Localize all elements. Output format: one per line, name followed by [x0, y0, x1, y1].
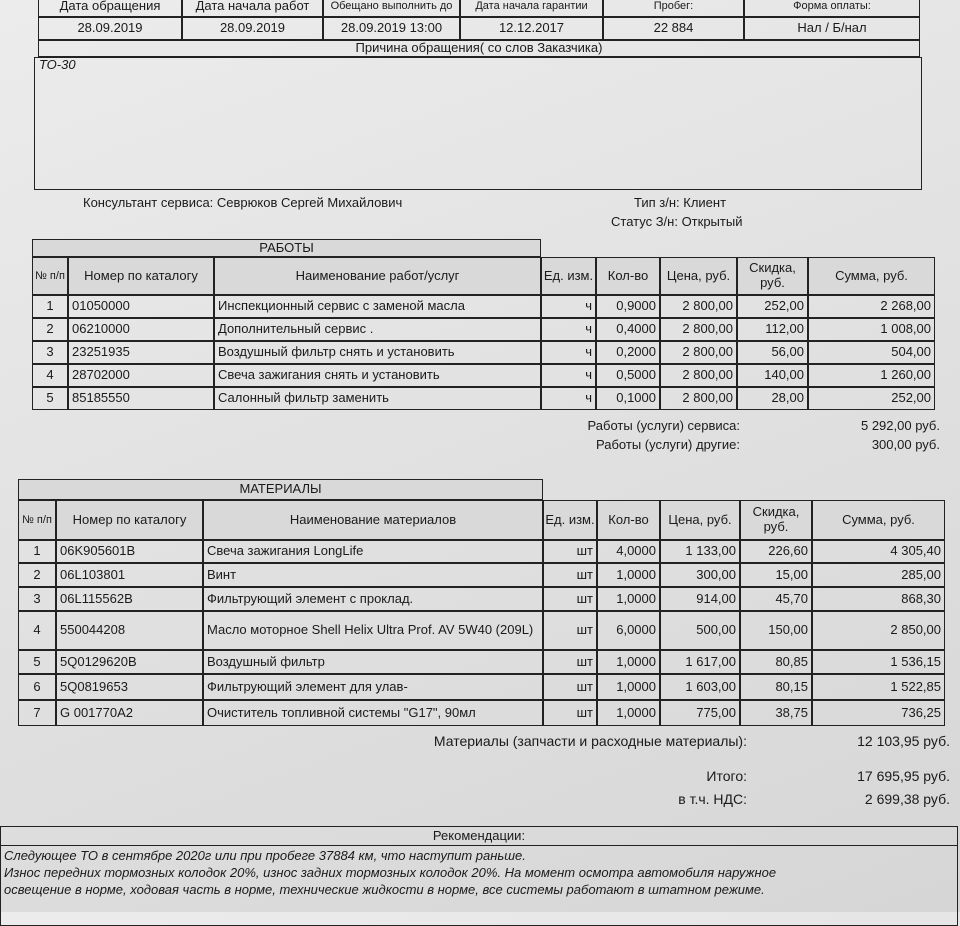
- table-cell: Очиститель топливной системы "G17", 90мл: [203, 700, 543, 726]
- total-value: 2 699,38 руб.: [864, 791, 950, 807]
- table-cell: 4: [32, 364, 68, 387]
- column-header: Наименование работ/услуг: [214, 257, 541, 295]
- table-cell: 1,0000: [597, 587, 660, 611]
- table-cell: Фильтрующий элемент для улав-: [203, 674, 543, 700]
- table-cell: 1 260,00: [808, 364, 935, 387]
- table-cell: 0,9000: [596, 295, 660, 318]
- table-cell: 285,00: [812, 563, 945, 587]
- table-cell: 06L115562B: [56, 587, 203, 611]
- table-cell: 2: [18, 563, 56, 587]
- table-cell: 1 536,15: [812, 650, 945, 674]
- table-cell: 2 800,00: [660, 295, 737, 318]
- table-cell: 775,00: [660, 700, 740, 726]
- table-cell: Фильтрующий элемент с проклад.: [203, 587, 543, 611]
- column-header: Номер по каталогу: [68, 257, 214, 295]
- table-cell: 140,00: [737, 364, 808, 387]
- header-label: Дата начала гарантии: [460, 0, 603, 17]
- table-cell: 4,0000: [597, 540, 660, 563]
- table-cell: ч: [541, 341, 596, 364]
- table-title: РАБОТЫ: [32, 239, 541, 257]
- table-cell: 5Q0819653: [56, 674, 203, 700]
- table-cell: 1: [32, 295, 68, 318]
- recommendation-line: освещение в норме, ходовая часть в норме, технические жидкости в норме, все системы работают в штатном режиме.: [4, 882, 765, 897]
- header-label: Пробег:: [603, 0, 744, 17]
- table-cell: шт: [543, 587, 597, 611]
- table-cell: 5Q0129620B: [56, 650, 203, 674]
- table-cell: 1,0000: [597, 650, 660, 674]
- header-value: Нал / Б/нал: [744, 17, 920, 40]
- table-cell: шт: [543, 700, 597, 726]
- subtotal-label: Работы (услуги) другие:: [596, 437, 740, 452]
- table-cell: 252,00: [737, 295, 808, 318]
- column-header: Сумма, руб.: [808, 257, 935, 295]
- table-cell: 300,00: [660, 563, 740, 587]
- column-header: Цена, руб.: [660, 257, 737, 295]
- total-value: 17 695,95 руб.: [857, 768, 950, 784]
- header-label: Форма оплаты:: [744, 0, 920, 17]
- table-cell: 28,00: [737, 387, 808, 410]
- column-header: Ед. изм.: [543, 500, 597, 540]
- total-label: Материалы (запчасти и расходные материалы):: [433, 733, 747, 749]
- subtotal-value: 300,00 руб.: [871, 437, 940, 452]
- column-header: Цена, руб.: [660, 500, 740, 540]
- table-cell: 252,00: [808, 387, 935, 410]
- table-cell: 2 800,00: [660, 341, 737, 364]
- table-cell: 2 800,00: [660, 364, 737, 387]
- table-cell: 2: [32, 318, 68, 341]
- table-cell: 1 008,00: [808, 318, 935, 341]
- table-cell: 504,00: [808, 341, 935, 364]
- table-cell: 5: [32, 387, 68, 410]
- header-value: 12.12.2017: [460, 17, 603, 40]
- header-value: 28.09.2019: [38, 17, 182, 40]
- table-cell: Винт: [203, 563, 543, 587]
- table-cell: 112,00: [737, 318, 808, 341]
- table-cell: 6,0000: [597, 611, 660, 650]
- reason-box: [34, 57, 922, 190]
- table-cell: Свеча зажигания снять и установить: [214, 364, 541, 387]
- table-cell: ч: [541, 387, 596, 410]
- column-header: Скидка, руб.: [740, 500, 812, 540]
- table-cell: 6: [18, 674, 56, 700]
- table-cell: 1 522,85: [812, 674, 945, 700]
- column-header: Ед. изм.: [541, 257, 596, 295]
- table-cell: 1,0000: [597, 700, 660, 726]
- column-header: Наименование материалов: [203, 500, 543, 540]
- header-value: 22 884: [603, 17, 744, 40]
- table-cell: 1: [18, 540, 56, 563]
- header-label: Обещано выполнить до: [323, 0, 460, 17]
- table-cell: 2 850,00: [812, 611, 945, 650]
- table-cell: 2 800,00: [660, 318, 737, 341]
- table-cell: 2 800,00: [660, 387, 737, 410]
- table-cell: 736,25: [812, 700, 945, 726]
- table-cell: Масло моторное Shell Helix Ultra Prof. AV 5W40 (209L): [203, 611, 543, 650]
- table-cell: 500,00: [660, 611, 740, 650]
- subtotal-value: 5 292,00 руб.: [860, 418, 940, 433]
- table-cell: 15,00: [740, 563, 812, 587]
- table-cell: 0,1000: [596, 387, 660, 410]
- header-label: Дата начала работ: [182, 0, 323, 17]
- column-header: Кол-во: [597, 500, 660, 540]
- order-type: Тип з/н: Клиент: [634, 195, 727, 210]
- table-cell: Инспекционный сервис с заменой масла: [214, 295, 541, 318]
- table-cell: 01050000: [68, 295, 214, 318]
- table-cell: 5: [18, 650, 56, 674]
- table-cell: шт: [543, 674, 597, 700]
- column-header: Кол-во: [596, 257, 660, 295]
- total-label: в т.ч. НДС:: [678, 791, 747, 807]
- column-header: Скидка, руб.: [737, 257, 808, 295]
- header-value: 28.09.2019: [182, 17, 323, 40]
- total-label: Итого:: [706, 768, 747, 784]
- table-cell: 28702000: [68, 364, 214, 387]
- column-header: Сумма, руб.: [812, 500, 945, 540]
- table-cell: 1 603,00: [660, 674, 740, 700]
- table-cell: Салонный фильтр заменить: [214, 387, 541, 410]
- table-cell: 4 305,40: [812, 540, 945, 563]
- table-cell: шт: [543, 650, 597, 674]
- table-cell: 80,15: [740, 674, 812, 700]
- table-cell: 85185550: [68, 387, 214, 410]
- column-header: Номер по каталогу: [56, 500, 203, 540]
- table-cell: 06K905601B: [56, 540, 203, 563]
- total-value: 12 103,95 руб.: [857, 733, 950, 749]
- reason-text: ТО-30: [39, 57, 76, 72]
- recommendation-line: Следующее ТО в сентябре 2020г или при пробеге 37884 км, что наступит раньше.: [4, 848, 526, 863]
- table-cell: 06210000: [68, 318, 214, 341]
- table-cell: 226,60: [740, 540, 812, 563]
- recommendation-line: Износ передних тормозных колодок 20%, износ задних тормозных колодок 20%. На момент осмотра автомобиля наружное: [4, 865, 777, 880]
- table-cell: ч: [541, 318, 596, 341]
- table-cell: Воздушный фильтр: [203, 650, 543, 674]
- table-cell: 2 268,00: [808, 295, 935, 318]
- order-status: Статус З/н: Открытый: [611, 214, 743, 229]
- table-cell: Свеча зажигания LongLife: [203, 540, 543, 563]
- table-cell: 80,85: [740, 650, 812, 674]
- table-cell: 45,70: [740, 587, 812, 611]
- subtotal-label: Работы (услуги) сервиса:: [587, 418, 740, 433]
- table-cell: 1 133,00: [660, 540, 740, 563]
- reason-label: Причина обращения( со слов Заказчика): [38, 40, 920, 57]
- table-cell: 3: [18, 587, 56, 611]
- recommendations-title: Рекомендации:: [0, 826, 958, 846]
- table-title: МАТЕРИАЛЫ: [18, 479, 543, 500]
- table-cell: 06L103801: [56, 563, 203, 587]
- table-cell: Воздушный фильтр снять и установить: [214, 341, 541, 364]
- table-cell: шт: [543, 611, 597, 650]
- table-cell: 56,00: [737, 341, 808, 364]
- table-cell: шт: [543, 563, 597, 587]
- table-cell: 1 617,00: [660, 650, 740, 674]
- table-cell: 23251935: [68, 341, 214, 364]
- header-label: Дата обращения: [38, 0, 182, 17]
- table-cell: 38,75: [740, 700, 812, 726]
- column-header: № п/п: [18, 500, 56, 540]
- consultant-info: Консультант сервиса: Севрюков Сергей Михайлович: [83, 195, 403, 210]
- table-cell: 4: [18, 611, 56, 650]
- table-cell: 1,0000: [597, 674, 660, 700]
- table-cell: ч: [541, 364, 596, 387]
- table-cell: 0,2000: [596, 341, 660, 364]
- header-value: 28.09.2019 13:00: [323, 17, 460, 40]
- table-cell: 868,30: [812, 587, 945, 611]
- table-cell: 3: [32, 341, 68, 364]
- table-cell: 0,4000: [596, 318, 660, 341]
- column-header: № п/п: [32, 257, 68, 295]
- table-cell: 550044208: [56, 611, 203, 650]
- table-cell: 150,00: [740, 611, 812, 650]
- table-cell: ч: [541, 295, 596, 318]
- table-cell: 0,5000: [596, 364, 660, 387]
- table-cell: 7: [18, 700, 56, 726]
- table-cell: Дополнительный сервис .: [214, 318, 541, 341]
- table-cell: шт: [543, 540, 597, 563]
- table-cell: 1,0000: [597, 563, 660, 587]
- table-cell: G 001770A2: [56, 700, 203, 726]
- table-cell: 914,00: [660, 587, 740, 611]
